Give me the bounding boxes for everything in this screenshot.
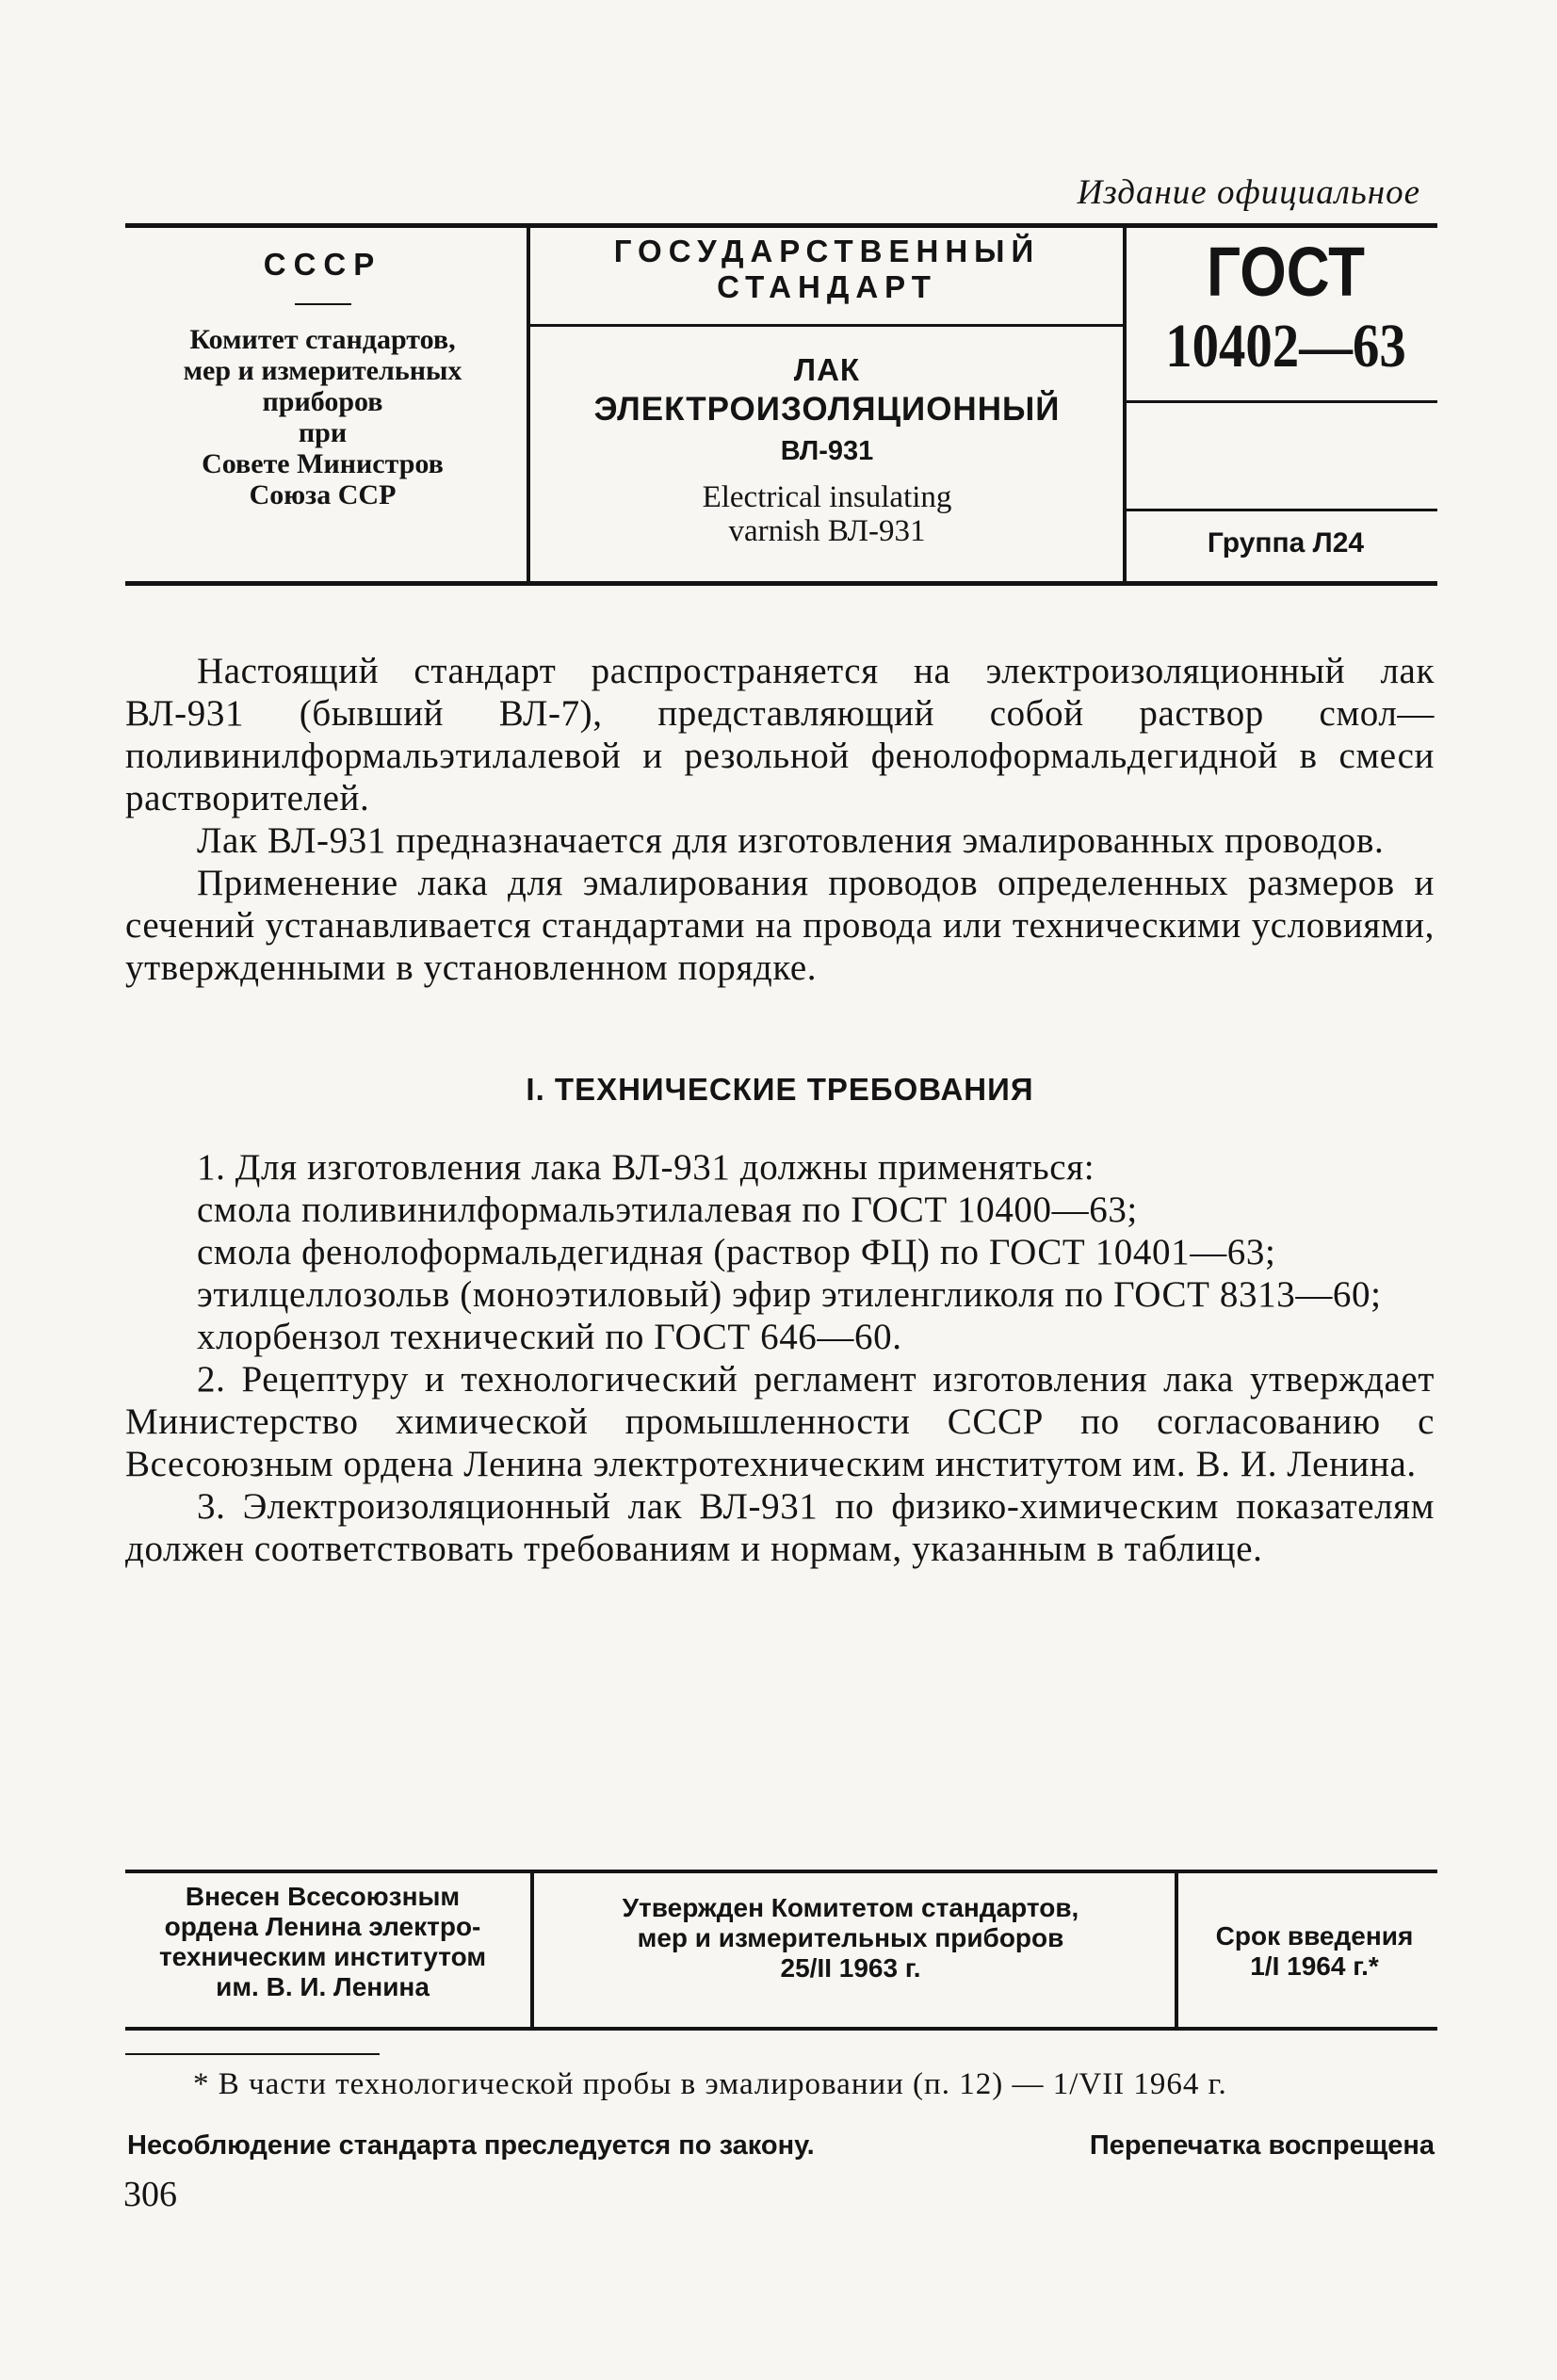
page-number: 306 bbox=[123, 2175, 177, 2214]
ussr-label: СССР bbox=[263, 247, 382, 282]
intro-paragraph: Лак ВЛ-931 предназначается для изготовления эмалированных проводов. bbox=[197, 820, 1385, 861]
committee-line: Союза ССР bbox=[249, 479, 397, 510]
state-standard-line: ГОСУДАРСТВЕННЫЙ bbox=[613, 234, 1041, 268]
effective-line: 1/I 1964 г.* bbox=[1250, 1951, 1379, 1981]
header-top-rule bbox=[125, 223, 1437, 228]
introduced-line: Внесен Всесоюзным bbox=[185, 1882, 461, 1911]
edition-note: Издание официальное bbox=[1077, 173, 1420, 212]
footer-divider-2 bbox=[1175, 1873, 1178, 2027]
introduced-line: техническим институтом bbox=[158, 1942, 487, 1971]
gost-word: ГОСТ bbox=[1207, 233, 1365, 311]
introduced-line: им. В. И. Ленина bbox=[216, 1972, 430, 2001]
footnote-rule bbox=[125, 2053, 380, 2055]
header-bottom-rule bbox=[125, 581, 1437, 586]
header-issuer-cell bbox=[127, 247, 518, 510]
approved-line: 25/II 1963 г. bbox=[780, 1953, 921, 1983]
title-ru-line: ЭЛЕКТРОИЗОЛЯЦИОННЫЙ bbox=[593, 391, 1061, 428]
material-item: хлорбензол технический по ГОСТ 646—60. bbox=[197, 1317, 902, 1357]
committee-line: Комитет стандартов, bbox=[189, 324, 456, 355]
footer-divider-1 bbox=[530, 1873, 534, 2027]
legal-warning: Несоблюдение стандарта преследуется по закону. bbox=[127, 2130, 815, 2161]
standard-title bbox=[535, 350, 1119, 548]
footnote: * В части технологической пробы в эмалировании (п. 12) — 1/VII 1964 г. bbox=[193, 2067, 1227, 2101]
footer-table-top-rule bbox=[125, 1870, 1437, 1873]
material-item: смола фенолоформальдегидная (раствор ФЦ) по ГОСТ 10401—63; bbox=[197, 1232, 1276, 1272]
document-body bbox=[125, 650, 1435, 1570]
committee-line: мер и измерительных bbox=[183, 355, 462, 386]
committee-line: Совете Министров bbox=[202, 448, 444, 479]
committee-line: при bbox=[298, 417, 348, 448]
requirement-item-1: 1. Для изготовления лака ВЛ-931 должны применяться: bbox=[197, 1147, 1095, 1188]
committee-line: приборов bbox=[262, 386, 383, 417]
intro-paragraph: Настоящий стандарт распространяется на электроизоляционный лак ВЛ-931 (бывший ВЛ-7), представляющий собой раствор смол—поливинилформальэтилалевой и резольной фенолоформальдегидной в смеси растворителей. bbox=[125, 651, 1435, 818]
state-standard-line: СТАНДАРТ bbox=[717, 269, 937, 304]
state-standard-underline bbox=[530, 324, 1123, 327]
reprint-notice: Перепечатка воспрещена bbox=[1089, 2130, 1435, 2161]
gost-box-rule-1 bbox=[1127, 400, 1437, 403]
requirement-item-3: 3. Электроизоляционный лак ВЛ-931 по физико-химическим показателям должен соответствовать требованиям и нормам, указанным в таблице. bbox=[125, 1486, 1435, 1569]
section-title: I. ТЕХНИЧЕСКИЕ ТРЕБОВАНИЯ bbox=[526, 1072, 1034, 1107]
gost-designation bbox=[1130, 235, 1441, 380]
material-item: смола поливинилформальэтилалевая по ГОСТ 10400—63; bbox=[197, 1190, 1138, 1230]
gost-box-rule-2 bbox=[1127, 509, 1437, 511]
title-en-line: varnish ВЛ-931 bbox=[728, 514, 926, 548]
title-en bbox=[535, 480, 1119, 548]
group-label: Группа Л24 bbox=[1207, 527, 1365, 559]
state-standard-heading bbox=[535, 234, 1119, 305]
introduced-by-cell bbox=[127, 1882, 518, 2002]
title-en-line: Electrical insulating bbox=[702, 480, 952, 514]
committee-name bbox=[127, 324, 518, 510]
material-item: этилцеллозольв (моноэтиловый) эфир этиленгликоля по ГОСТ 8313—60; bbox=[197, 1274, 1382, 1315]
approved-line: Утвержден Комитетом стандартов, bbox=[622, 1893, 1079, 1922]
introduced-line: ордена Ленина электро- bbox=[164, 1912, 481, 1941]
approved-line: мер и измерительных приборов bbox=[637, 1923, 1064, 1952]
title-ru-line: ЛАК bbox=[793, 352, 861, 387]
short-divider bbox=[295, 303, 351, 305]
title-ru-code: ВЛ-931 bbox=[780, 436, 874, 466]
approved-by-cell bbox=[535, 1893, 1166, 1983]
intro-paragraph: Применение лака для эмалирования проводов определенных размеров и сечений устанавливается стандартами на провода или техническими условиями, утвержденными в установленном порядке. bbox=[125, 863, 1435, 988]
header-divider-1 bbox=[527, 228, 530, 581]
requirement-item-2: 2. Рецептуру и технологический регламент изготовления лака утверждает Министерство химической промышленности СССР по согласованию с Всесоюзным ордена Ленина электротехническим институтом им. В. И. Ленина. bbox=[125, 1359, 1435, 1484]
effective-date-cell bbox=[1185, 1921, 1444, 1982]
header-divider-2 bbox=[1123, 228, 1127, 581]
effective-line: Срок введения bbox=[1215, 1921, 1414, 1951]
gost-number: 10402—63 bbox=[1165, 312, 1406, 380]
footer-table-bottom-rule bbox=[125, 2027, 1437, 2031]
